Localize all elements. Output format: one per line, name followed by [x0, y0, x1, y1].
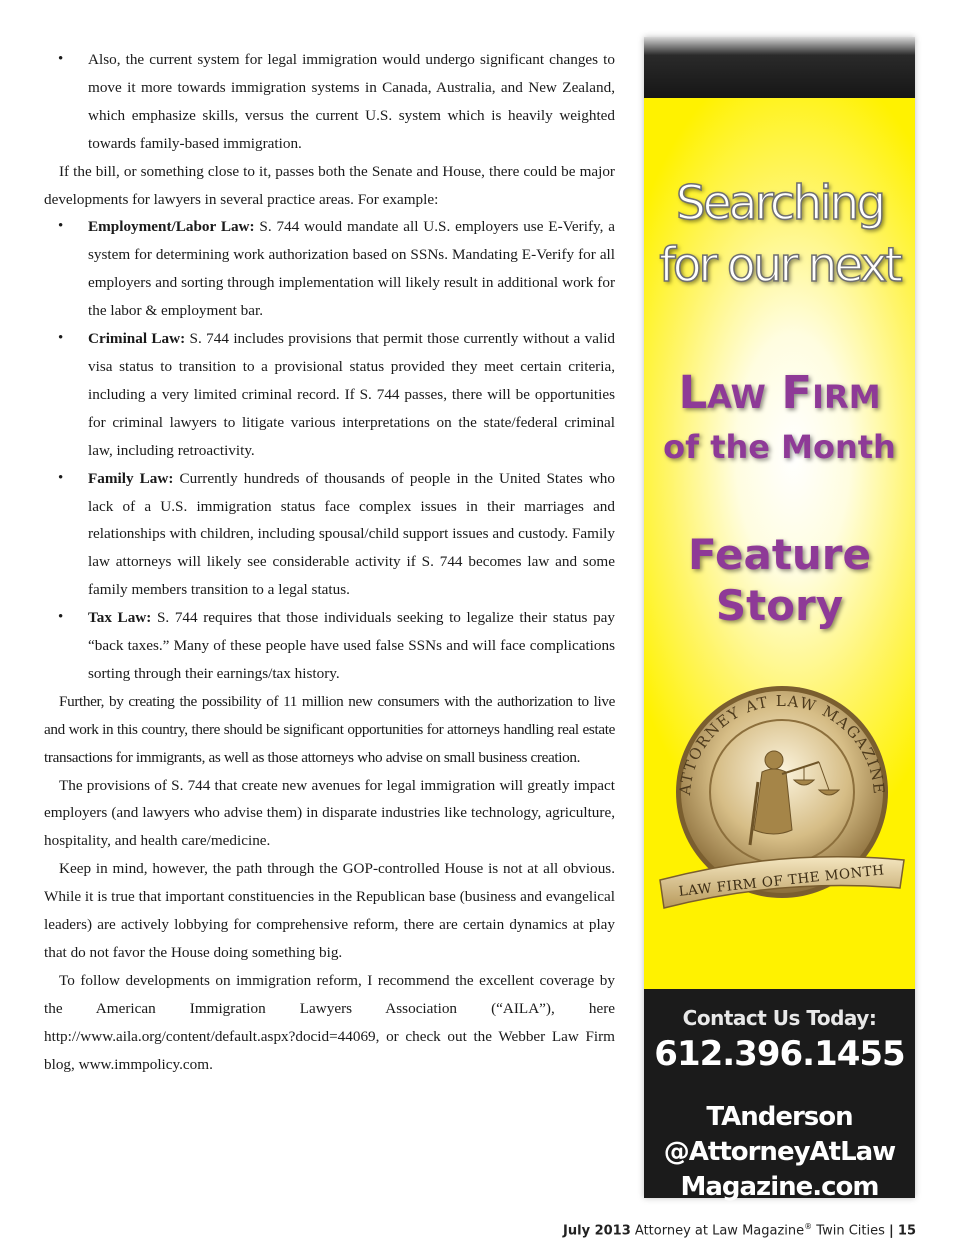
ad-contact-block [644, 989, 915, 1202]
ad-search-line-2: for our next [659, 238, 900, 293]
practice-area-list [44, 213, 615, 687]
page-footer [563, 1222, 916, 1238]
ad-search-line-1: Searching [675, 176, 884, 231]
paragraph: The provisions of S. 744 that create new avenues for legal immigration will greatly impact employers (and lawyers who advise them) in disparate industries like technology, agriculture, hospitality, and health care/medicine. [44, 776, 615, 850]
magazine-seal-icon [654, 680, 910, 926]
footer-date: July 2013 [563, 1223, 631, 1239]
bullet-label: Criminal Law: [88, 330, 186, 348]
footer-separator: | [889, 1223, 894, 1239]
contact-heading: Contact Us Today: [682, 1006, 877, 1030]
law-firm-of-the-month-ad [644, 37, 915, 1202]
footer-edition: Twin Cities [812, 1223, 885, 1239]
ad-yellow-panel [644, 98, 915, 989]
ad-law-firm-heading: Law Firm [678, 366, 881, 419]
list-item [44, 465, 615, 605]
ad-top-bar [644, 37, 915, 98]
paragraph: To follow developments on immigration reform, I recommend the excellent coverage by the American Immigration Lawyers Association (“AILA”), here http://www.aila.org/content/default.aspx?docid=44069, or check out the Webber Law Firm blog, www.immpolicy.com. [44, 971, 615, 1073]
bullet-text: S. 744 includes provisions that permit those currently without a valid visa status to transition to a provisional status provided they meet certain criteria, including a very limited criminal record. If S. 744 passes, there will be opportunities for criminal lawyers to litigate various interpretations on the state/federal criminal law, including retroactivity. [88, 330, 616, 459]
contact-email-line-2: @AttorneyAtLaw [663, 1137, 896, 1167]
ad-of-the-month-heading: of the Month [663, 428, 896, 466]
contact-email-line-1: TAnderson [706, 1102, 853, 1132]
contact-phone: 612.396.1455 [654, 1034, 905, 1074]
article-body [44, 46, 615, 1079]
seal-arc-text: ATTORNEY AT LAW MAGAZINE [675, 691, 889, 796]
footer-magazine: Attorney at Law Magazine [634, 1223, 805, 1239]
bullet-text: Currently hundreds of thousands of people in the United States who lack of a U.S. immigration status face complex issues in their marriages and relationships with children, including spousal/child support issues and custody. Family law attorneys will likely see considerable activity if S. 744 becomes law and some family members transition to a legal status. [88, 469, 615, 599]
bullet-text: S. 744 requires that those individuals seeking to legalize their status pay “back taxes.” Many of these people have used false SSNs and will face complications sorting through their earnings/tax history. [88, 609, 616, 682]
bullet-label: Tax Law: [88, 609, 152, 627]
bullet-text: Also, the current system for legal immigration would undergo significant changes to move it more towards immigration systems in Canada, Australia, and New Zealand, which emphasize skills, versus the current U.S. system which is heavily weighted towards family-based immigration. [88, 51, 615, 152]
list-item [44, 325, 615, 465]
list-item [44, 213, 615, 325]
list-item [44, 604, 615, 688]
paragraph: If the bill, or something close to it, passes both the Senate and House, there could be major developments for lawyers in several practice areas. For example: [44, 162, 615, 208]
paragraph: Further, by creating the possibility of 11 million new consumers with the authorization to live and work in this country, there should be significant opportunities for attorneys handling real estate transactions for immigrants, as well as those attorneys who advise on small business creation. [44, 692, 615, 766]
seal-ribbon-text: LAW FIRM OF THE MONTH [677, 862, 886, 900]
footer-registered-mark: ® [804, 1222, 813, 1231]
bullet-label: Employment/Labor Law: [88, 218, 255, 236]
intro-bullet-list [44, 46, 615, 158]
paragraph: Keep in mind, however, the path through the GOP-controlled House is not at all obvious. While it is true that important constituencies in the Republican base (business and evangelical leaders) are actively lobbying for comprehensive reform, there are certain dynamics at play that do not favor the House doing something big. [44, 860, 615, 961]
bullet-text: S. 744 would mandate all U.S. employers use E-Verify, a system for determining work authorization based on SSNs. Mandating E-Verify for all employers and sorting through implementation will likely result in additional work for the labor & employment bar. [88, 218, 615, 320]
bullet-label: Family Law: [88, 469, 174, 487]
contact-email-line-3: Magazine.com [680, 1172, 879, 1202]
footer-page-number: 15 [897, 1223, 916, 1239]
list-item [44, 46, 615, 158]
ad-story-heading: Story [715, 581, 844, 630]
ad-feature-heading: Feature [688, 530, 871, 579]
